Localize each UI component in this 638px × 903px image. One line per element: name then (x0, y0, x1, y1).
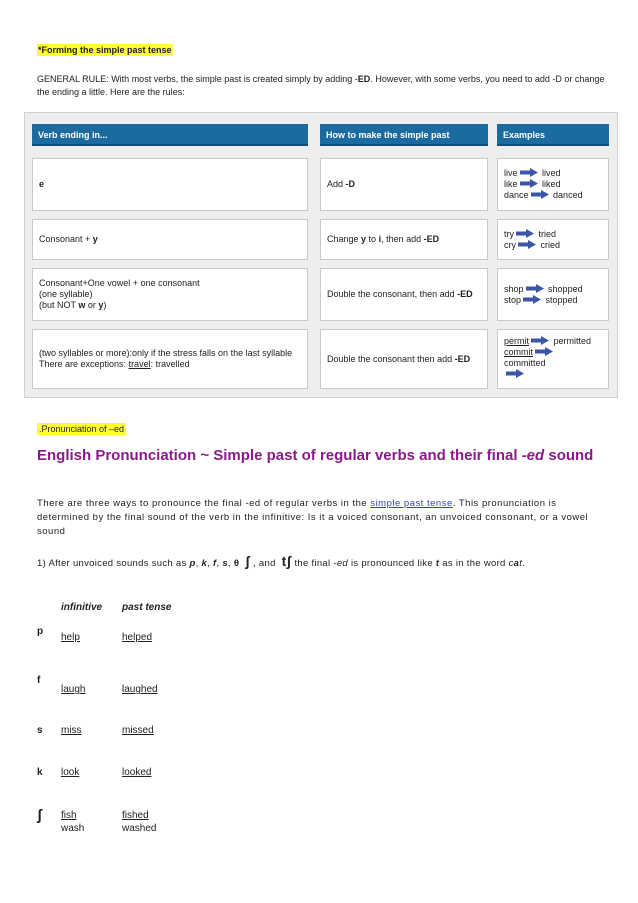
word-wash: wash (61, 823, 85, 834)
row2-examples (497, 219, 609, 260)
page-title: English Pronunciation ~ Simple past of regular verbs and their final -ed sound (37, 447, 594, 464)
arrow-icon (531, 336, 549, 345)
arrow-icon (523, 295, 541, 304)
header-how-to: How to make the simple past (320, 124, 488, 146)
intro-after: . This pronunciation is determined by the final sound of the verb in the infinitive: Is it a voiced consonant, an unvoiced consonant, or a vowel sound (37, 498, 589, 537)
sound-f: f (37, 675, 41, 686)
example-row: permit permitted (504, 336, 592, 346)
pronunciation-label: .Pronunciation of –ed (39, 424, 125, 434)
col-infinitive: infinitive (61, 602, 103, 613)
word-fished[interactable]: fished (122, 810, 149, 821)
example-row: shop shopped (504, 283, 583, 294)
example-row: dance danced (504, 190, 583, 200)
row1-ending-text: e (39, 179, 45, 189)
example-row: try tried (504, 228, 557, 239)
example-row: stop stopped (504, 294, 578, 305)
rule1-paragraph: 1) After unvoiced sounds such as p, k, f, s, θ ʃ , and tʃ the final -ed is pronounced like t as in the word cat. (37, 553, 526, 569)
arrow-icon (526, 284, 544, 293)
row3-ending-line3: (but NOT w or y) (39, 300, 107, 310)
simple-past-link[interactable]: simple past tense (370, 498, 453, 509)
row1-ending (32, 158, 308, 211)
row2-how: Change y to i, then add -ED (320, 219, 488, 260)
row3-ending-line1: Consonant+One vowel + one consonant (39, 278, 200, 288)
arrow-icon (520, 168, 538, 177)
example-row: like liked (504, 179, 561, 189)
arrow-icon (520, 179, 538, 188)
word-helped[interactable]: helped (122, 632, 153, 643)
word-washed: washed (122, 823, 157, 834)
sound-p: p (37, 626, 44, 637)
col-past-tense: past tense (122, 602, 172, 613)
row4-examples (497, 329, 609, 389)
row3-ending-line2: (one syllable) (39, 289, 93, 299)
sound-k: k (37, 767, 43, 778)
rule-ed: ED (357, 74, 371, 84)
rule-prefix: GENERAL RULE: With most verbs, the simple past is created simply by adding - (37, 74, 358, 84)
arrow-icon (516, 229, 534, 238)
arrow-icon (518, 240, 536, 249)
row1-how: Add -D (320, 158, 488, 211)
row4-how: Double the consonant then add -ED (320, 329, 488, 389)
row3-examples (497, 268, 609, 321)
section-heading: *Forming the simple past tense (38, 45, 172, 55)
example-row: cry cried (504, 239, 561, 250)
intro-paragraph (37, 497, 612, 539)
row4-ending-line2: There are exceptions: travel: travelled (39, 359, 190, 369)
row2-ending: Consonant + y (32, 219, 308, 260)
example-row: commit (504, 347, 602, 358)
row1-examples (497, 158, 609, 211)
row3-ending (32, 268, 308, 321)
arrow-icon (506, 369, 524, 378)
example-row: live lived (504, 168, 561, 178)
word-laughed[interactable]: laughed (122, 684, 158, 695)
arrow-icon (531, 190, 549, 199)
header-examples: Examples (497, 124, 609, 146)
word-fish[interactable]: fish (61, 810, 77, 821)
row4-ending (32, 329, 308, 389)
word-help[interactable]: help (61, 632, 80, 643)
word-missed[interactable]: missed (122, 725, 154, 736)
rule-suffix: . However, with some verbs, you need to add -D or change the ending a little. Here are the rules: (37, 74, 605, 97)
word-miss[interactable]: miss (61, 725, 82, 736)
arrow-icon (535, 347, 553, 356)
example-row: committed (504, 358, 546, 368)
row4-ending-line1: (two syllables or more):only if the stress falls on the last syllable (39, 348, 293, 358)
word-laugh[interactable]: laugh (61, 684, 86, 695)
word-look[interactable]: look (61, 767, 80, 778)
sound-sh: ʃ (37, 807, 42, 824)
word-looked[interactable]: looked (122, 767, 152, 778)
header-verb-ending: Verb ending in... (32, 124, 308, 146)
sound-s: s (37, 725, 43, 736)
general-rule (37, 73, 607, 99)
row3-how: Double the consonant, then add -ED (320, 268, 488, 321)
intro-before: There are three ways to pronounce the final -ed of regular verbs in the (37, 498, 371, 509)
